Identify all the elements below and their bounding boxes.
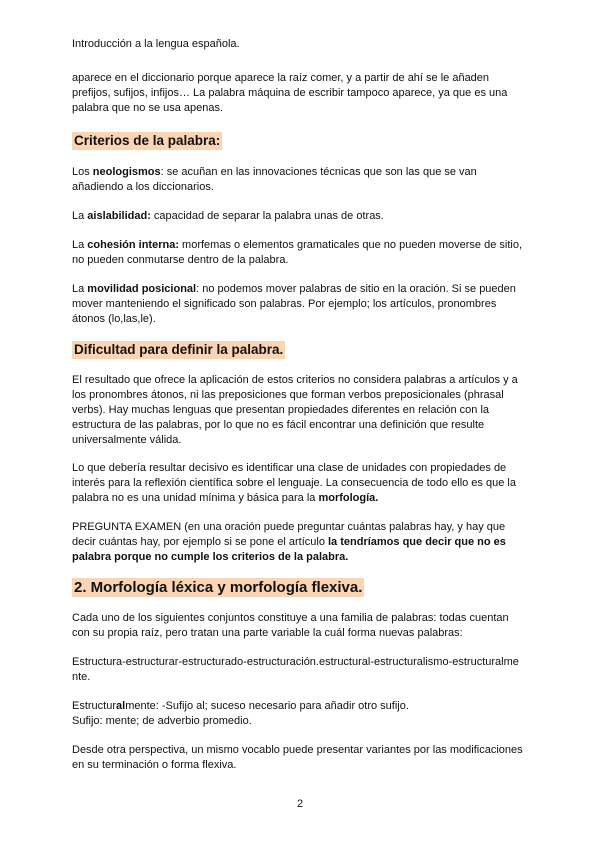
paragraph-familia-lista: Estructura-estructurar-estructurado-estructuración.estructural-estructuralismo-estructuralme nte. (72, 656, 519, 683)
heading-morfologia: 2. Morfología léxica y morfología flexiva. (74, 579, 363, 596)
running-header: Introducción a la lengua española. (72, 38, 240, 50)
paragraph-movilidad: La movilidad posicional: no podemos mover palabras de sitio en la oración. Si se pueden mover manteniendo el significado son palabras. Por ejemplo; los artículos, pronombres átonos (lo,las,le). (72, 283, 516, 325)
page-number: 2 (296, 798, 304, 810)
paragraph-familia-palabras: Cada uno de los siguientes conjuntos constituye a una familia de palabras: todas cuentan con su propia raíz, pero tratan una parte variable la cuál forma nuevas palabras: (72, 612, 509, 639)
paragraph-cohesion: La cohesión interna: morfemas o elementos gramaticales que no pueden moverse de sitio, no pueden conmutarse dentro de la palabra. (72, 239, 522, 266)
heading-criterios: Criterios de la palabra: (74, 133, 221, 148)
paragraph-dificultad-resultado: El resultado que ofrece la aplicación de estos criterios no considera palabras a artículos y a los pronombres átonos, ni las preposiciones que forman verbos preposicionales (phrasal verbs). Hay muchas lenguas que presentan propiedades diferentes en relación con la estructura de las palabras, por lo que no es fácil encontrar una definición que resulte universalmente válida. (72, 374, 518, 446)
paragraph-neologismos: Los neologismos: se acuñan en las innovaciones técnicas que son las que se van añadiendo a los diccionarios. (72, 166, 477, 193)
paragraph-pregunta-examen: PREGUNTA EXAMEN (en una oración puede preguntar cuántas palabras hay, y hay que decir cuántas hay, por ejemplo si se pone el artículo la tendríamos que decir que no es palabra porque no cumple los criterios de la palabra. (72, 521, 506, 563)
paragraph-sufijo: Estructuralmente: -Sufijo al; suceso necesario para añadir otro sufijo. Sufijo: mente; de adverbio promedio. (72, 700, 409, 727)
intro-paragraph: aparece en el diccionario porque aparece la raíz comer, y a partir de ahí se le añaden prefijos, sufijos, infijos… La palabra máquina de escribir tampoco aparece, ya que es una palabra que no se usa apenas. (72, 72, 508, 114)
paragraph-aislabilidad: La aislabilidad: capacidad de separar la palabra unas de otras. (72, 210, 384, 222)
paragraph-dificultad-decisivo: Lo que debería resultar decisivo es identificar una clase de unidades con propiedades de interés para la reflexión científica sobre el lenguaje. La consecuencia de todo ello es que la palabra no es una unidad mínima y básica para la morfología. (72, 462, 516, 504)
heading-dificultad: Dificultad para definir la palabra. (74, 342, 284, 357)
paragraph-perspectiva: Desde otra perspectiva, un mismo vocablo puede presentar variantes por las modificaciones en su terminación o forma flexiva. (72, 744, 523, 771)
